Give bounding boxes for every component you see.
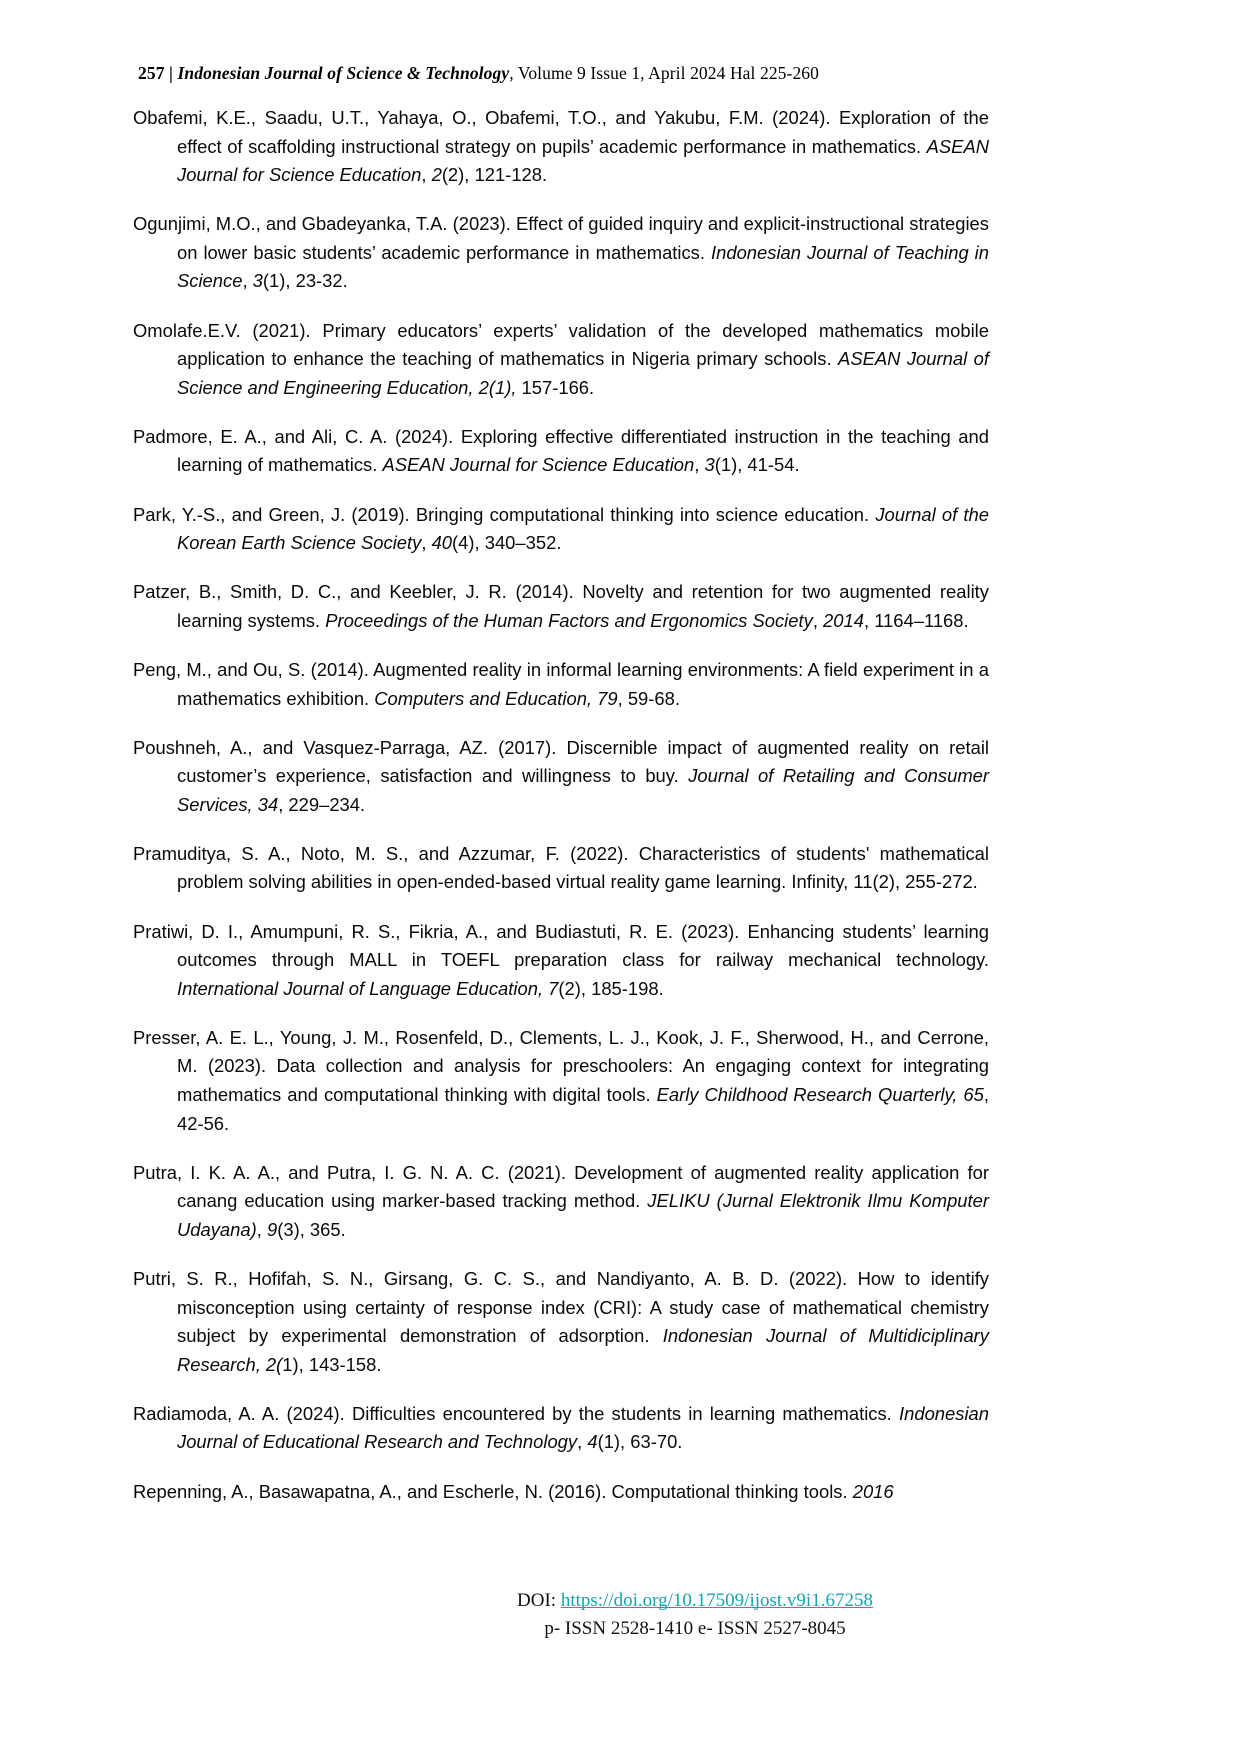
- reference-text-run: ,: [256, 1218, 267, 1240]
- reference-text-run: Ogunjimi, M.O., and Gbadeyanka, T.A. (2023). Effect of guided inquiry and explicit-instructional strategies on lower basic students’ academic performance in mathematics.: [133, 213, 989, 263]
- reference-italic-run: ASEAN Journal for Science Education: [382, 454, 695, 476]
- reference-italic-run: Indonesian Journal of Multidiciplinary Research, 2(: [177, 1325, 989, 1375]
- reference-text-run: Padmore, E. A., and Ali, C. A. (2024). Exploring effective differentiated instruction in the teaching and learning of mathematics.: [133, 425, 989, 476]
- reference-entry: [133, 1400, 989, 1457]
- reference-italic-run: International Journal of Language Education, 7: [177, 977, 559, 999]
- reference-text-run: Presser, A. E. L., Young, J. M., Rosenfeld, D., Clements, L. J., Kook, J. F., Sherwood, H., and Cerrone, M. (2023). Data collection and analysis for preschoolers: An engaging context for integrating mathematics and computational thinking with digital tools.: [133, 1026, 989, 1106]
- reference-italic-run: 3: [704, 454, 715, 476]
- reference-text-run: Obafemi, K.E., Saadu, U.T., Yahaya, O., Obafemi, T.O., and Yakubu, F.M. (2024). Exploration of the effect of scaffolding instructional strategy on pupils’ academic performance in mathematics.: [133, 107, 989, 157]
- reference-entry: [133, 656, 989, 713]
- reference-text-run: Pratiwi, D. I., Amumpuni, R. S., Fikria, A., and Budiastuti, R. E. (2023). Enhancing students’ learning outcomes through MALL in TOEFL preparation class for railway mechanical technology.: [133, 920, 989, 971]
- reference-text-run: Radiamoda, A. A. (2024). Difficulties encountered by the students in learning mathematics.: [133, 1402, 899, 1424]
- reference-text-run: 1), 143-158.: [282, 1353, 382, 1375]
- reference-text-run: Peng, M., and Ou, S. (2014). Augmented reality in informal learning environments: A field experiment in a mathematics exhibition.: [133, 658, 989, 709]
- reference-entry: [133, 1159, 989, 1245]
- reference-text-run: , 42-56.: [177, 1084, 989, 1134]
- reference-text-run: (1), 63-70.: [597, 1431, 683, 1453]
- reference-text-run: Park, Y.-S., and Green, J. (2019). Bringing computational thinking into science education.: [133, 503, 876, 525]
- reference-italic-run: 4: [587, 1431, 598, 1453]
- reference-italic-run: Indonesian Journal of Teaching in Science: [177, 241, 989, 292]
- reference-text-run: (2), 185-198.: [558, 977, 664, 999]
- reference-italic-run: Early Childhood Research Quarterly, 65: [656, 1084, 984, 1106]
- journal-title: Indonesian Journal of Science & Technology: [177, 63, 510, 83]
- reference-text-run: (2), 121-128.: [441, 164, 548, 186]
- reference-italic-run: 9: [266, 1218, 278, 1240]
- reference-text-run: (3), 365.: [277, 1218, 346, 1240]
- reference-italic-run: Journal of Retailing and Consumer Services, 34: [177, 765, 989, 815]
- reference-italic-run: ASEAN Journal for Science Education: [177, 135, 989, 186]
- reference-text-run: , 229–234.: [278, 793, 366, 815]
- reference-entry: [133, 1024, 989, 1138]
- reference-italic-run: 3: [252, 270, 263, 292]
- reference-text-run: Patzer, B., Smith, D. C., and Keebler, J. R. (2014). Novelty and retention for two augmented reality learning systems.: [133, 581, 989, 631]
- page-number: 257: [138, 63, 165, 83]
- reference-entry: [133, 840, 989, 897]
- reference-entry: [133, 1265, 989, 1379]
- reference-entry: [133, 104, 989, 190]
- reference-entry: [133, 501, 989, 558]
- reference-text-run: (1), 23-32.: [262, 270, 348, 292]
- reference-italic-run: 2014: [823, 609, 864, 631]
- reference-text-run: Poushneh, A., and Vasquez-Parraga, AZ. (2017). Discernible impact of augmented reality on retail customer’s experience, satisfaction and willingness to buy.: [133, 736, 989, 787]
- reference-text-run: , 59-68.: [617, 687, 680, 709]
- reference-text-run: 157-166.: [516, 376, 595, 398]
- reference-entry: [133, 734, 989, 820]
- running-head-issue-info: , Volume 9 Issue 1, April 2024 Hal 225-260: [509, 63, 820, 83]
- reference-italic-run: Indonesian Journal of Educational Research and Technology: [177, 1402, 989, 1453]
- reference-entry: [133, 1478, 989, 1507]
- reference-text-run: ,: [812, 609, 824, 631]
- reference-text-run: ,: [694, 454, 705, 476]
- reference-italic-run: ASEAN Journal of Science and Engineering Education, 2(1),: [177, 348, 989, 398]
- reference-italic-run: Journal of the Korean Earth Science Society: [177, 503, 989, 554]
- reference-text-run: Putri, S. R., Hofifah, S. N., Girsang, G. C. S., and Nandiyanto, A. B. D. (2022). How to identify misconception using certainty of response index (CRI): A study case of mathematical chemistry subject by experimental demonstration of adsorption.: [133, 1268, 989, 1347]
- reference-text-run: ,: [421, 532, 432, 554]
- reference-text-run: Putra, I. K. A. A., and Putra, I. G. N. A. C. (2021). Development of augmented reality application for canang education using marker-based tracking method.: [133, 1161, 989, 1212]
- reference-text-run: Repenning, A., Basawapatna, A., and Escherle, N. (2016). Computational thinking tools.: [133, 1480, 853, 1502]
- reference-entry: [133, 918, 989, 1004]
- doi-line: [0, 1588, 1240, 1614]
- reference-list: [133, 104, 989, 1506]
- reference-text-run: Omolafe.E.V. (2021). Primary educators’ experts’ validation of the developed mathematics mobile application to enhance the teaching of mathematics in Nigeria primary schools.: [133, 319, 989, 370]
- reference-entry: [133, 423, 989, 480]
- reference-entry: [133, 317, 989, 403]
- reference-text-run: Pramuditya, S. A., Noto, M. S., and Azzumar, F. (2022). Characteristics of students' mathematical problem solving abilities in open-ended-based virtual reality game learning. Infinity, 11(2), 255-272.: [133, 842, 989, 893]
- reference-text-run: ,: [421, 164, 432, 186]
- reference-text-run: , 1164–1168.: [863, 609, 969, 631]
- running-head: [138, 62, 1118, 84]
- reference-italic-run: Proceedings of the Human Factors and Ergonomics Society: [325, 609, 813, 631]
- reference-italic-run: 40: [431, 532, 453, 554]
- reference-italic-run: JELIKU (Jurnal Elektronik Ilmu Komputer Udayana): [177, 1190, 989, 1240]
- reference-italic-run: Computers and Education, 79: [374, 687, 618, 709]
- issn-line: p- ISSN 2528-1410 e- ISSN 2527-8045: [544, 1618, 846, 1639]
- reference-italic-run: 2016: [852, 1480, 894, 1502]
- doi-label: DOI:: [517, 1590, 561, 1611]
- running-head-separator: |: [169, 63, 174, 83]
- reference-italic-run: 2: [431, 164, 442, 186]
- doi-link[interactable]: https://doi.org/10.17509/ijost.v9i1.67258: [560, 1590, 873, 1611]
- reference-text-run: (4), 340–352.: [452, 532, 562, 554]
- reference-text-run: ,: [242, 270, 253, 292]
- reference-entry: [133, 210, 989, 296]
- reference-entry: [133, 578, 989, 635]
- page-footer: [0, 1588, 1240, 1642]
- reference-text-run: (1), 41-54.: [714, 454, 800, 476]
- reference-text-run: ,: [577, 1431, 588, 1453]
